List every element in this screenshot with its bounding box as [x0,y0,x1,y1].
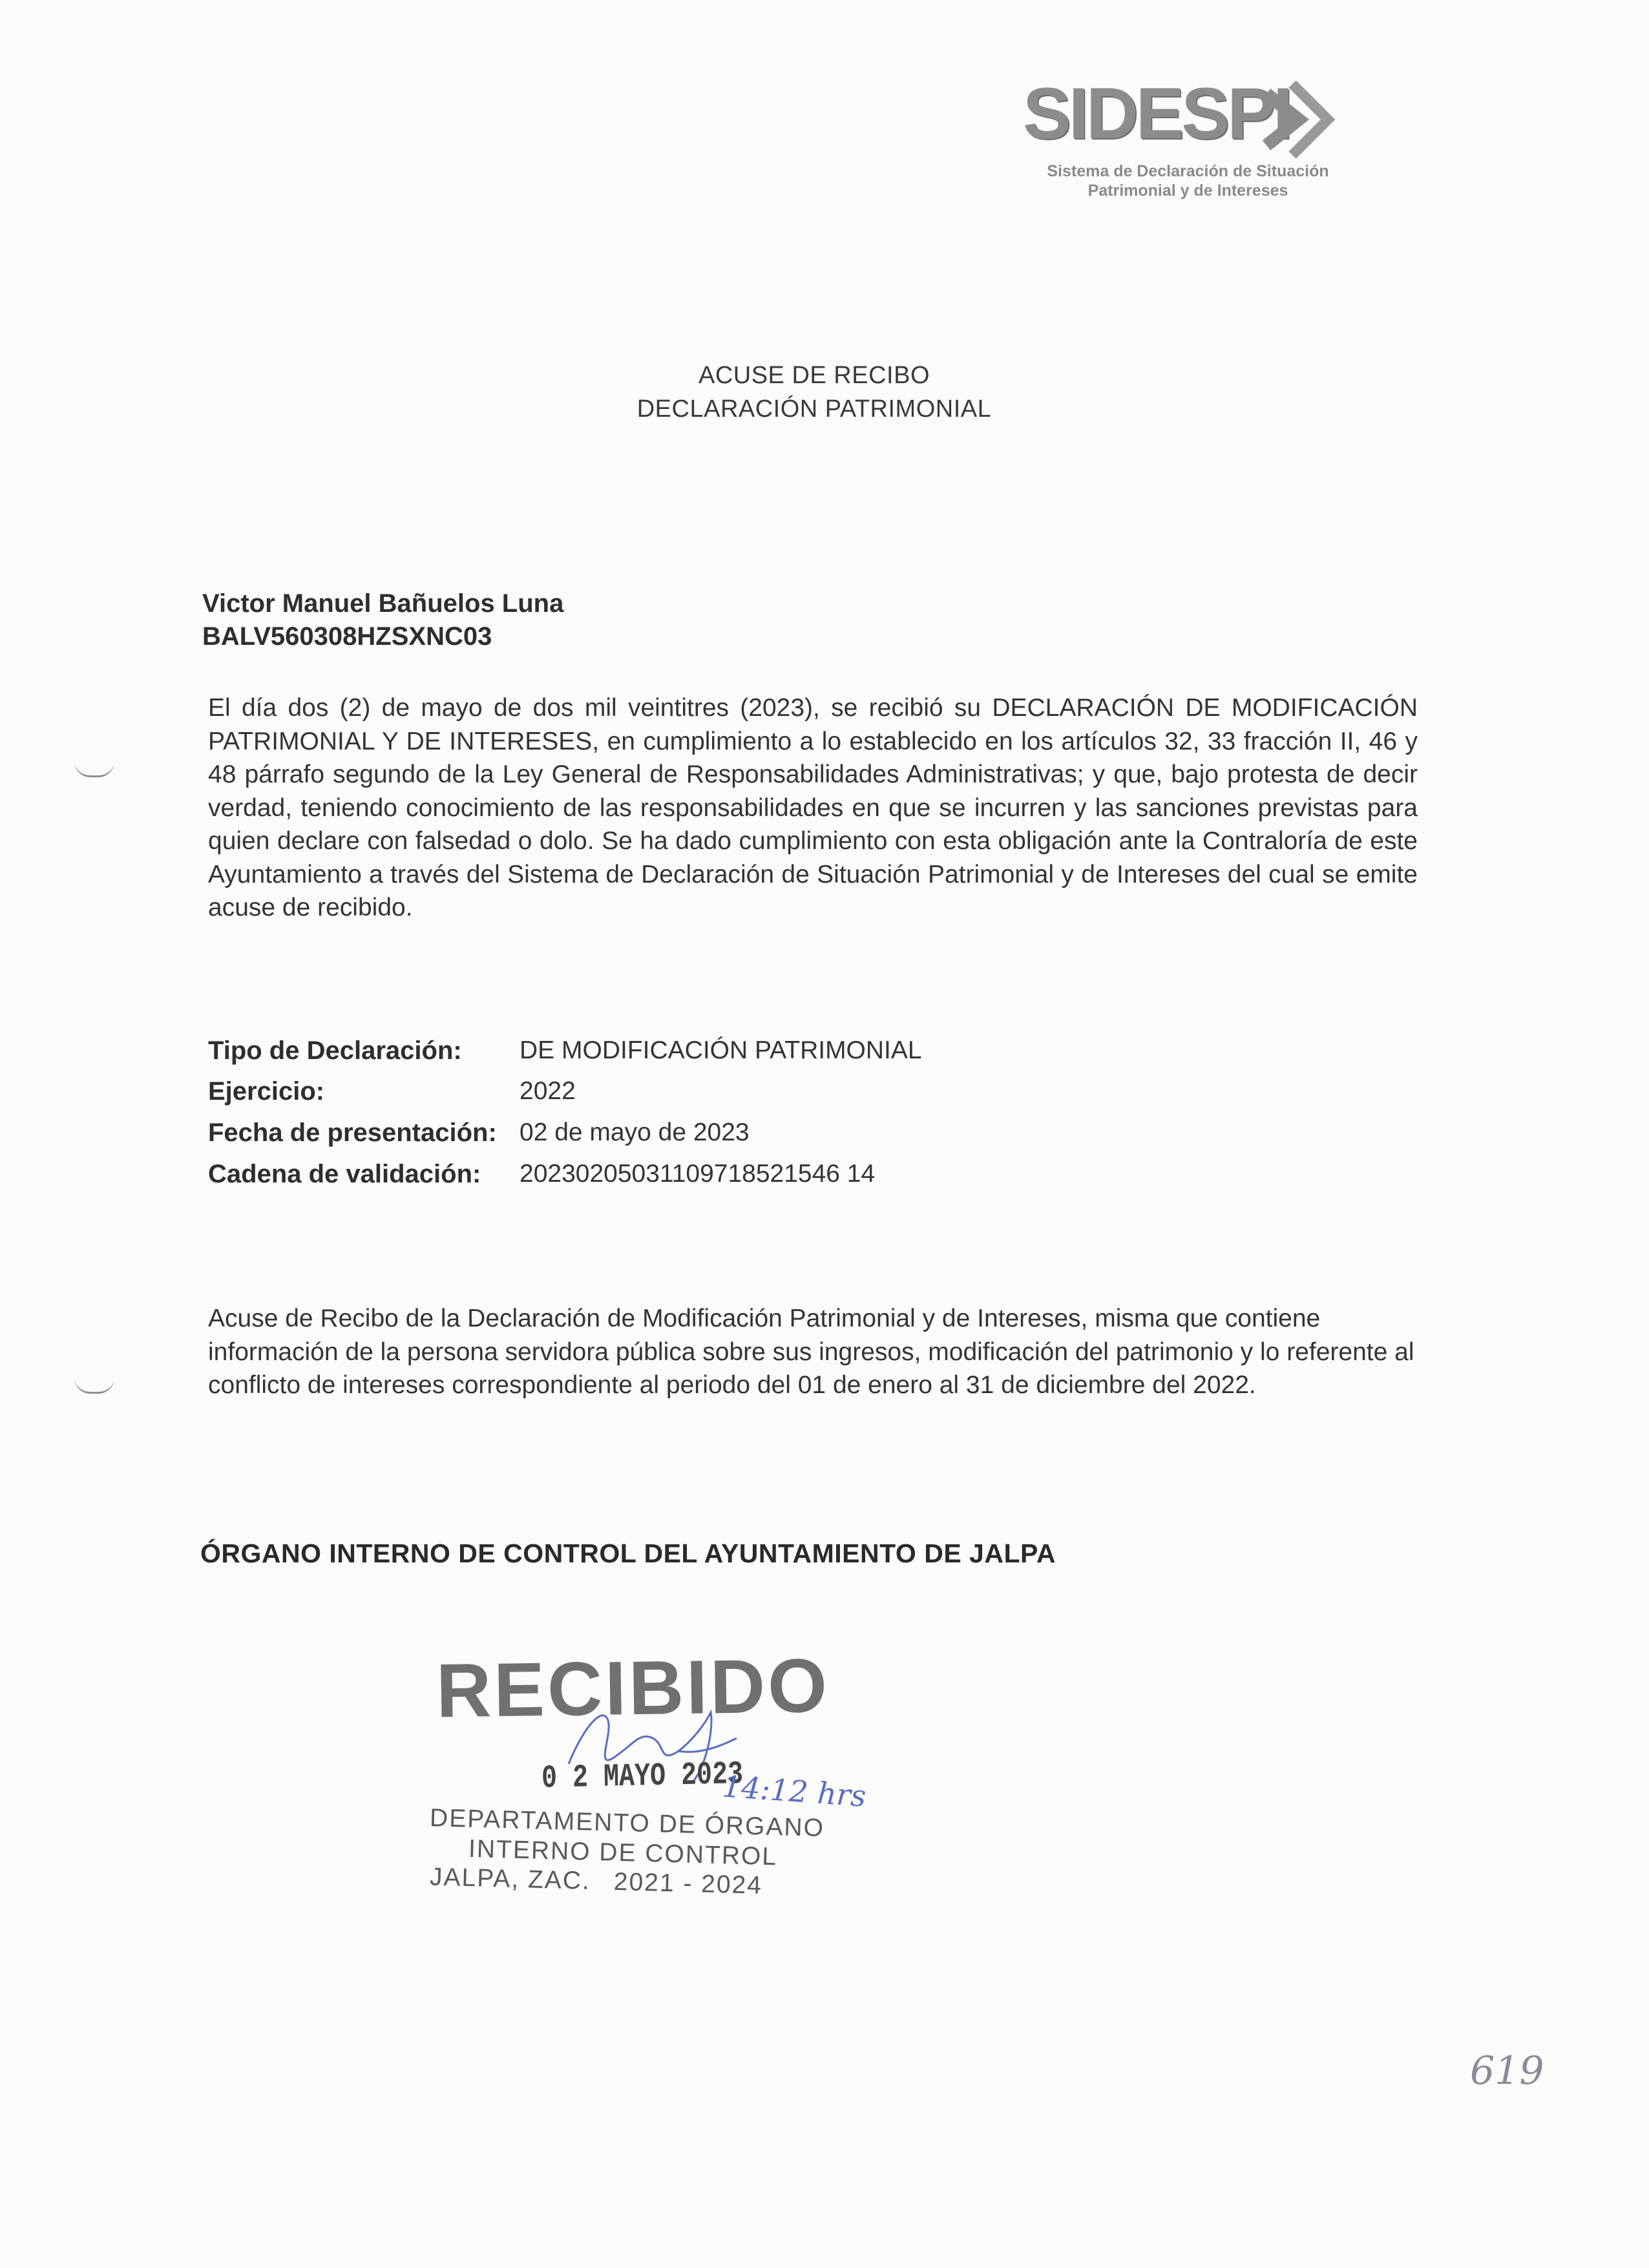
stamp-line-2: INTERNO DE CONTROL [468,1834,778,1871]
declarant-name: Victor Manuel Bañuelos Luna [202,589,564,618]
detail-label-tipo: Tipo de Declaración: [208,1036,462,1065]
stamp-recibido: RECIBIDO [436,1643,830,1734]
logo-subtitle-2: Patrimonial y de Intereses [1087,182,1288,200]
document-subtitle: DECLARACIÓN PATRIMONIAL [636,395,992,423]
detail-label-cadena: Cadena de validación: [208,1160,481,1188]
detail-value-tipo: DE MODIFICACIÓN PATRIMONIAL [520,1036,922,1064]
detail-value-cadena: 20230205031109718521546 14 [520,1160,876,1188]
stamp-years: 2021 - 2024 [613,1867,763,1900]
sidespi-logo [1018,73,1354,210]
detail-label-ejercicio: Ejercicio: [208,1077,325,1106]
stamp-time: 14:12 hrs [721,1769,868,1814]
punch-hole-mark [74,761,114,777]
stamp-line-1: DEPARTAMENTO DE ÓRGANO [429,1804,825,1842]
stamp-city: JALPA, ZAC. [429,1863,591,1895]
punch-hole-mark [74,1378,114,1394]
detail-value-ejercicio: 2022 [520,1077,576,1105]
organ-heading: ÓRGANO INTERNO DE CONTROL DEL AYUNTAMIENTO DE JALPA [200,1538,1056,1568]
page-number: 619 [1470,2048,1544,2094]
body-paragraph: El día dos (2) de mayo de dos mil veintitres (2023), se recibió su DECLARACIÓN DE MODIFICACIÓN PATRIMONIAL Y DE INTERESES, en cumplimiento a lo establecido en los artículos 32, 33 fracción II, 46 y 48 párrafo segundo de la Ley General de Responsabilidades Administrativas; y que, bajo protesta de decir verdad, teniendo conocimiento de las responsabilidades en que se incurren y las sanciones previstas para quien declare con falsedad o dolo. Se ha dado cumplimiento con esta obligación ante la Contraloría de este Ayuntamiento a través del Sistema de Declaración de Situación Patrimonial y de Intereses del cual se emite acuse de recibido. [208,694,1418,921]
document-title: ACUSE DE RECIBO [698,362,930,389]
logo-subtitle-1: Sistema de Declaración de Situación [1047,162,1329,180]
closing-paragraph: Acuse de Recibo de la Declaración de Modificación Patrimonial y de Intereses, misma que contiene información de la persona servidora pública sobre sus ingresos, modificación del patrimonio y lo referente al conflicto de intereses correspondiente al periodo del 01 de enero al 31 de diciembre del 2022. [208,1305,1414,1399]
logo-brand: SIDESPI [1023,73,1290,154]
double-arrow-icon [1254,81,1344,158]
detail-label-fecha: Fecha de presentación: [208,1118,497,1147]
stamp-date: 0 2 MAYO 2023 [541,1756,744,1798]
declarant-curp: BALV560308HZSXNC03 [202,622,492,651]
detail-value-fecha: 02 de mayo de 2023 [520,1118,750,1146]
